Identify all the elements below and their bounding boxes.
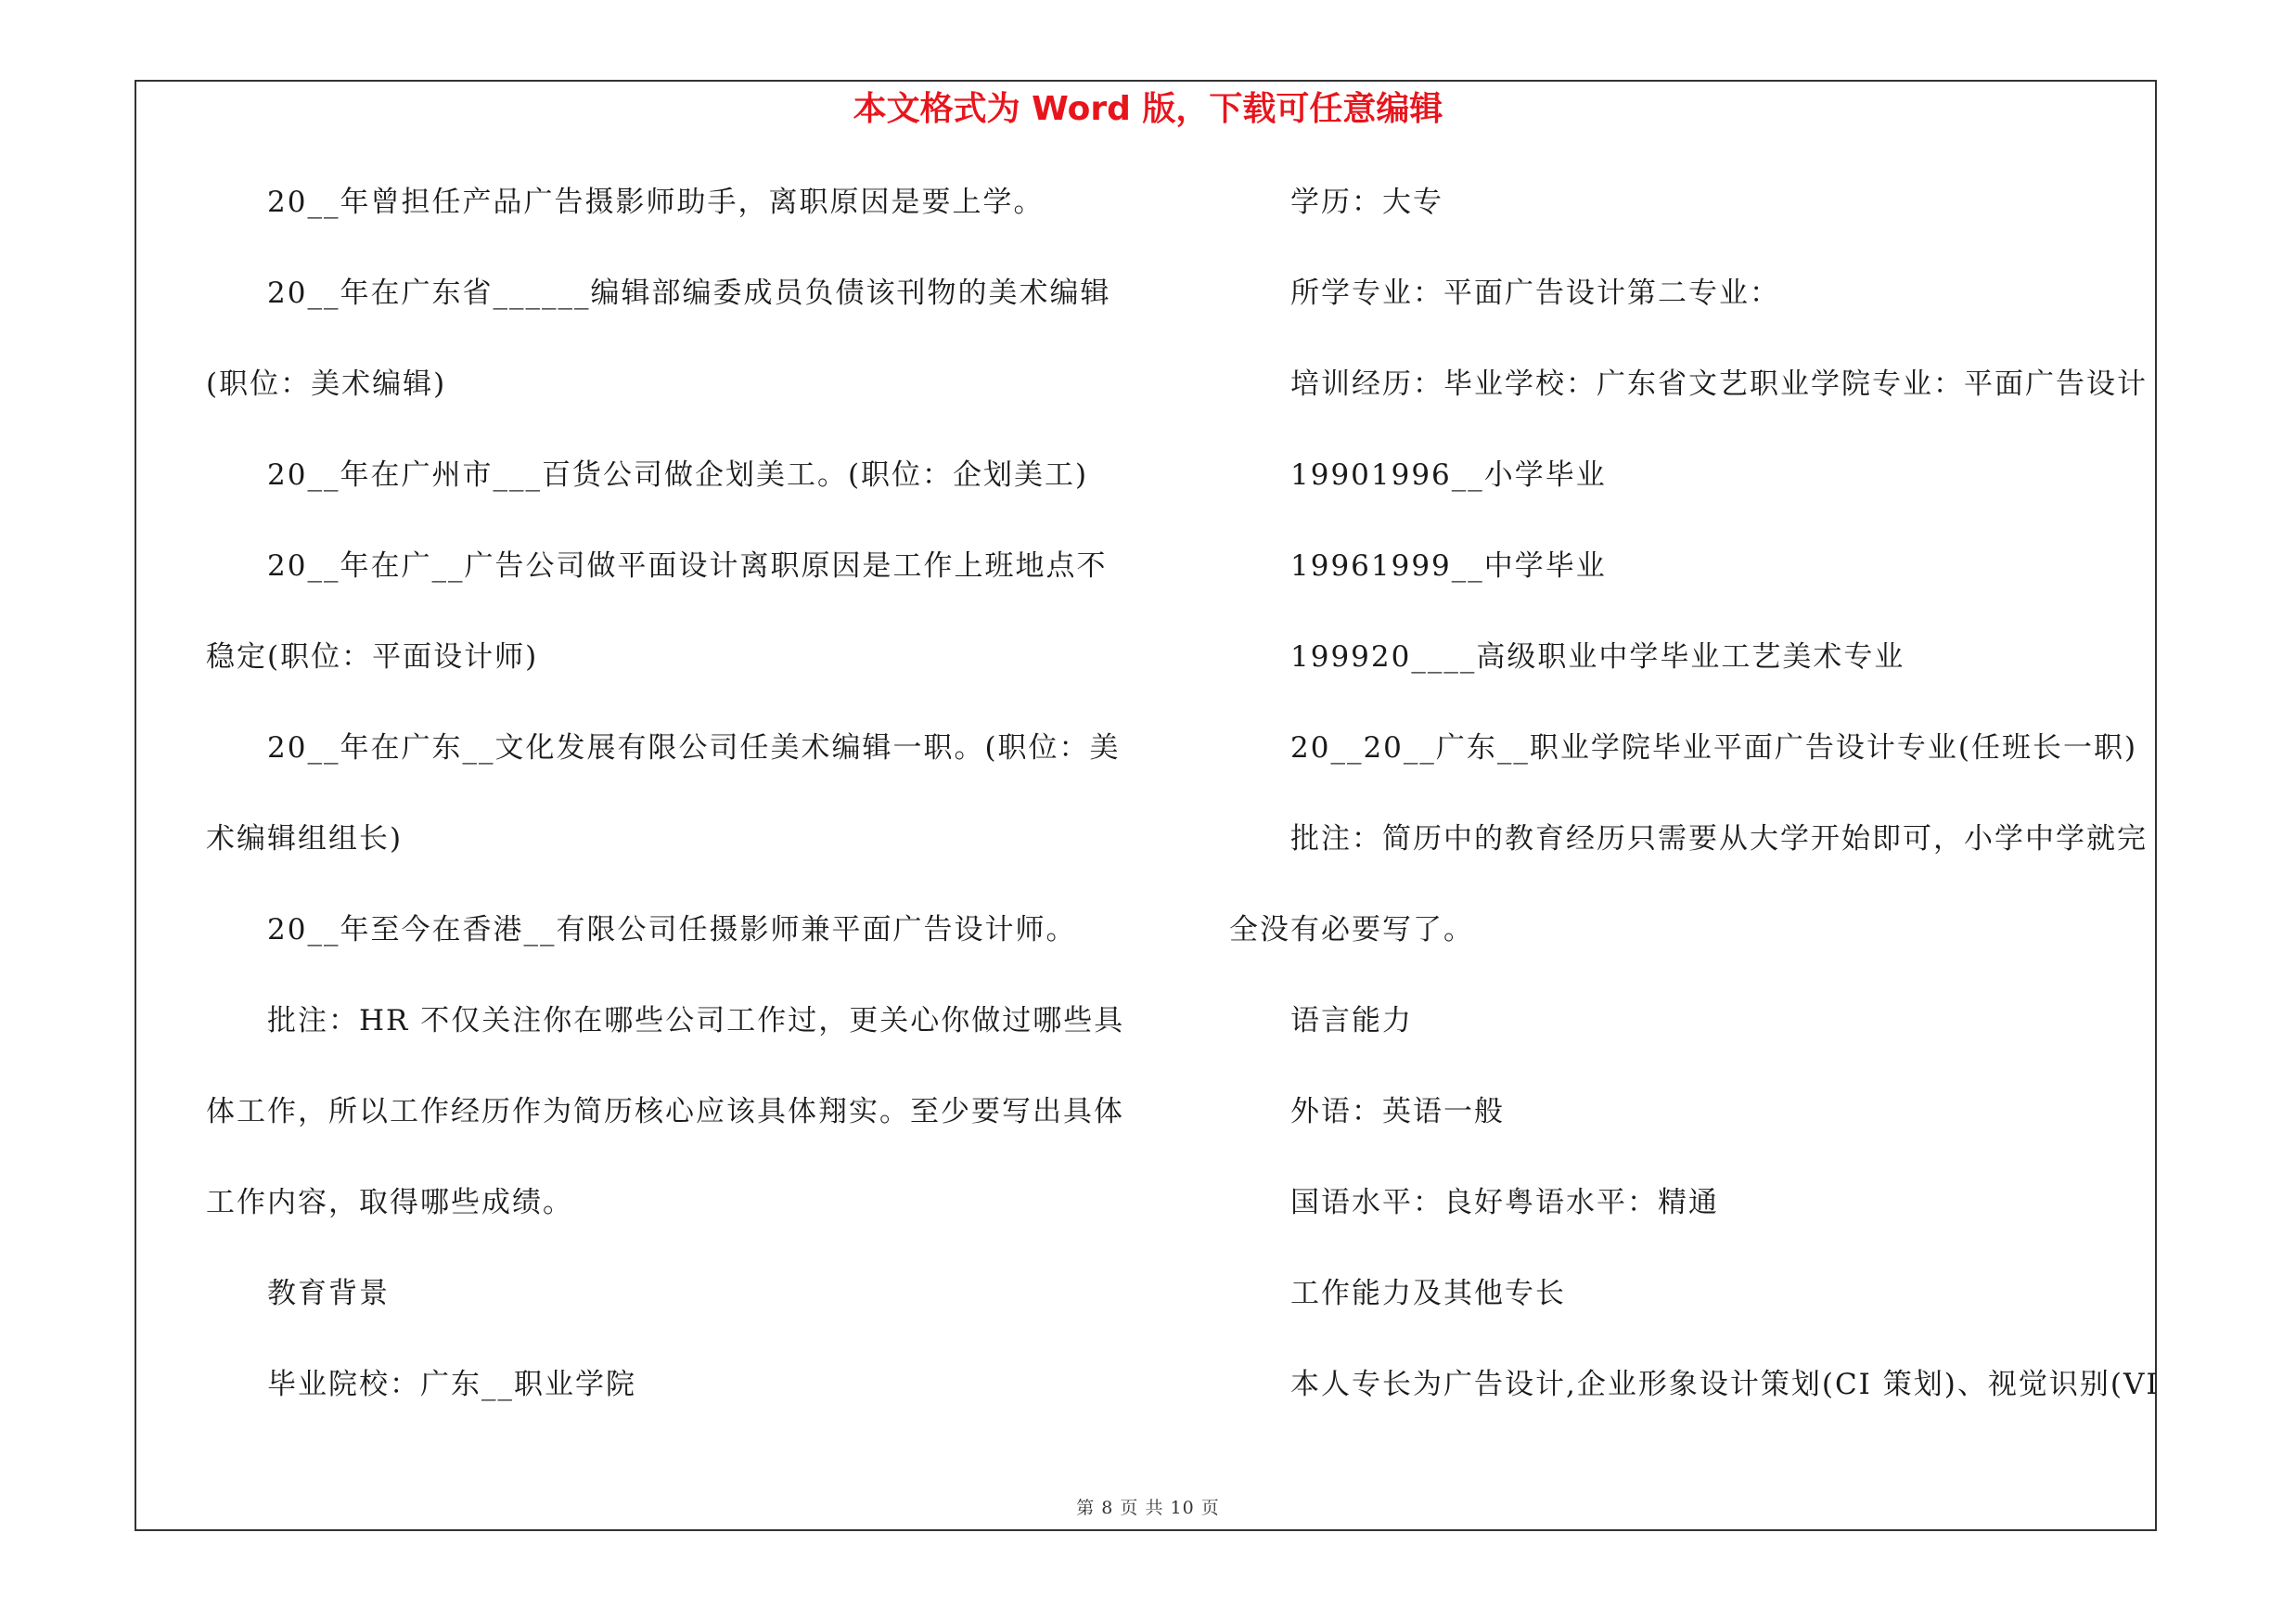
- format-banner: 本文格式为 Word 版，下载可任意编辑: [853, 90, 1443, 128]
- paragraph-line: 20__年曾担任产品广告摄影师助手，离职原因是要上学。: [267, 186, 1045, 219]
- paragraph-line: 术编辑组组长): [206, 822, 404, 856]
- paragraph-line: 20__年在广东省______编辑部编委成员负债该刊物的美术编辑: [267, 277, 1111, 310]
- paragraph-line: 20__20__广东__职业学院毕业平面广告设计专业(任班长一职): [1290, 731, 2138, 765]
- paragraph-line: 20__年在广州市___百货公司做企划美工。(职位：企划美工): [267, 458, 1089, 492]
- paragraph-line: 所学专业：平面广告设计第二专业：: [1290, 277, 1780, 310]
- paragraph-line: (职位：美术编辑): [206, 367, 447, 401]
- paragraph-line: 培训经历：毕业学校：广东省文艺职业学院专业：平面广告设计: [1290, 367, 2148, 401]
- paragraph-line: 稳定(职位：平面设计师): [206, 640, 539, 674]
- paragraph-line: 19901996__小学毕业: [1290, 458, 1607, 492]
- section-heading: 工作能力及其他专长: [1290, 1277, 1566, 1310]
- paragraph-line: 批注：HR 不仅关注你在哪些公司工作过，更关心你做过哪些具: [267, 1004, 1125, 1037]
- page-number: 第 8 页 共 10 页: [1076, 1498, 1220, 1518]
- paragraph-line: 20__年在广__广告公司做平面设计离职原因是工作上班地点不: [267, 549, 1108, 583]
- paragraph-line: 外语：英语一般: [1290, 1095, 1505, 1128]
- paragraph-line: 全没有必要写了。: [1229, 913, 1474, 947]
- paragraph-line: 20__年在广东__文化发展有限公司任美术编辑一职。(职位：美: [267, 731, 1121, 765]
- section-heading: 教育背景: [267, 1277, 390, 1310]
- paragraph-line: 本人专长为广告设计,企业形象设计策划(CI 策划)、视觉识别(VI: [1290, 1368, 2160, 1401]
- section-heading: 语言能力: [1290, 1004, 1413, 1037]
- paragraph-line: 体工作，所以工作经历作为简历核心应该具体翔实。至少要写出具体: [206, 1095, 1124, 1128]
- paragraph-line: 批注：简历中的教育经历只需要从大学开始即可，小学中学就完: [1290, 822, 2148, 856]
- paragraph-line: 学历：大专: [1290, 186, 1443, 219]
- paragraph-line: 199920____高级职业中学毕业工艺美术专业: [1290, 640, 1905, 674]
- paragraph-line: 19961999__中学毕业: [1290, 549, 1607, 583]
- paragraph-line: 毕业院校：广东__职业学院: [267, 1368, 636, 1401]
- paragraph-line: 工作内容，取得哪些成绩。: [206, 1186, 573, 1219]
- paragraph-line: 20__年至今在香港__有限公司任摄影师兼平面广告设计师。: [267, 913, 1077, 947]
- paragraph-line: 国语水平：良好粤语水平：精通: [1290, 1186, 1719, 1219]
